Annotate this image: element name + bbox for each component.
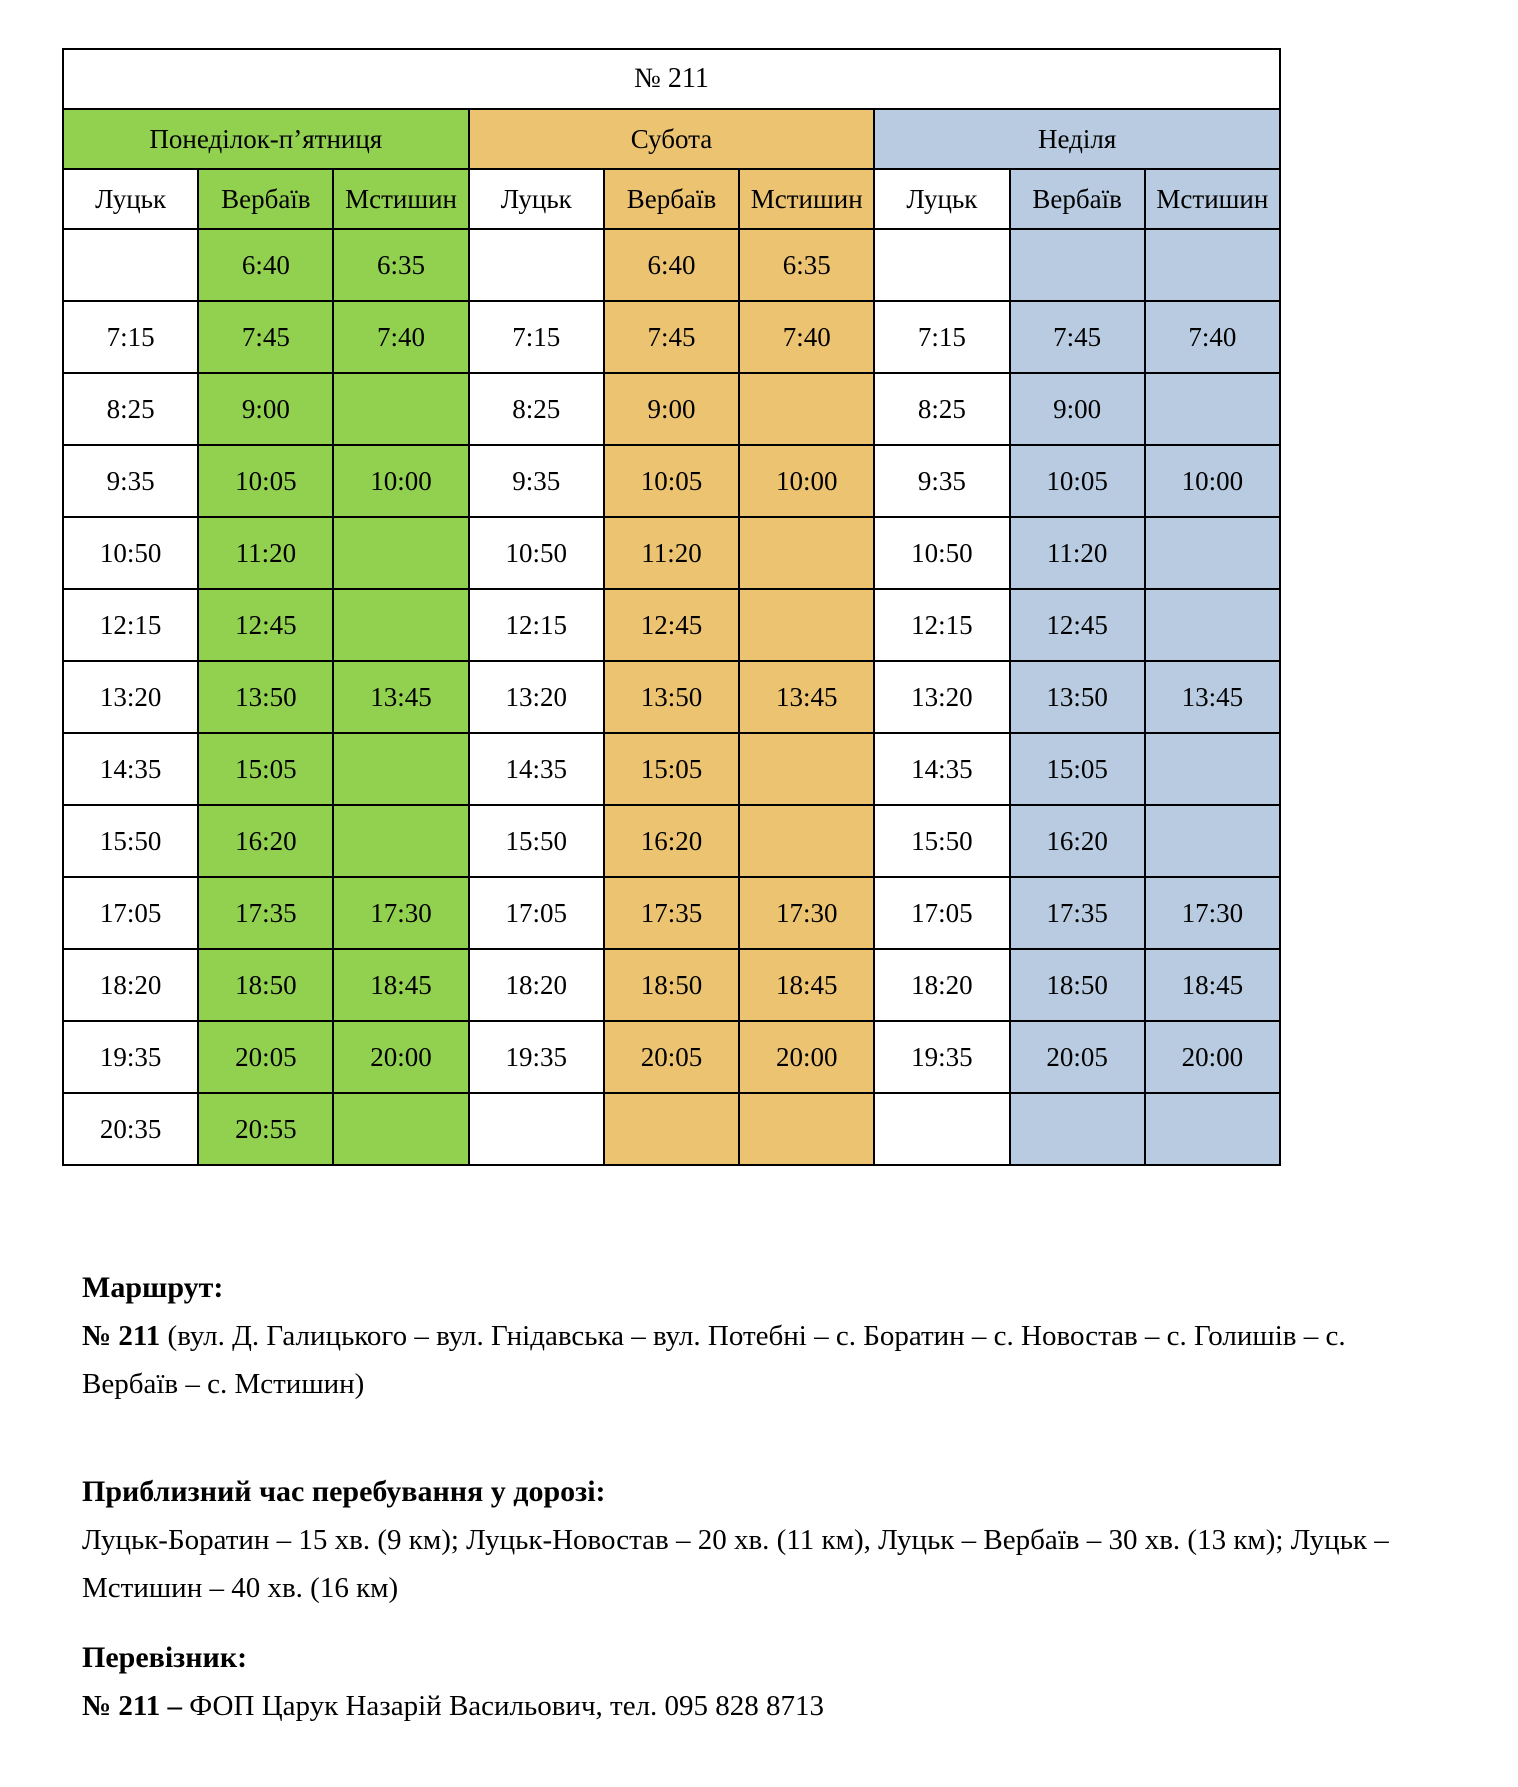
timetable-row (63, 877, 1280, 949)
stop-header-row (63, 169, 1280, 229)
time-cell: 15:50 (874, 805, 1009, 877)
time-cell: 18:20 (469, 949, 604, 1021)
time-cell: 7:15 (63, 301, 198, 373)
stop-header-lutsk-saturday: Луцьк (469, 169, 604, 229)
time-cell: 18:50 (1010, 949, 1145, 1021)
time-cell: 7:40 (739, 301, 874, 373)
timetable-row (63, 661, 1280, 733)
stop-header-verbaiv-sunday: Вербаїв (1010, 169, 1145, 229)
time-cell: 17:35 (604, 877, 739, 949)
timetable-row (63, 1021, 1280, 1093)
time-cell: 18:45 (1145, 949, 1280, 1021)
time-cell: 6:35 (739, 229, 874, 301)
time-cell: 12:15 (63, 589, 198, 661)
time-cell: 10:50 (469, 517, 604, 589)
time-cell: 17:05 (469, 877, 604, 949)
timetable-row (63, 733, 1280, 805)
time-cell (1145, 589, 1280, 661)
route-description (82, 1312, 1422, 1408)
time-cell (1145, 1093, 1280, 1165)
time-cell: 17:30 (739, 877, 874, 949)
time-cell (333, 517, 468, 589)
time-cell: 18:20 (874, 949, 1009, 1021)
route-stops-text: (вул. Д. Галицького – вул. Гнідавська – вул. Потебні – с. Боратин – с. Новостав – с. Голишів – с. Вербаїв – с. Мстишин) (82, 1320, 1346, 1400)
time-cell: 18:45 (739, 949, 874, 1021)
timetable-row (63, 229, 1280, 301)
carrier-route-number: № 211 – (82, 1690, 183, 1722)
duration-heading: Приблизний час перебування у дорозі: (82, 1475, 606, 1508)
time-cell: 17:35 (1010, 877, 1145, 949)
time-cell: 20:05 (1010, 1021, 1145, 1093)
time-cell: 13:20 (469, 661, 604, 733)
time-cell: 20:00 (1145, 1021, 1280, 1093)
time-cell: 13:50 (1010, 661, 1145, 733)
time-cell: 18:50 (198, 949, 333, 1021)
title-row (63, 49, 1280, 109)
time-cell: 15:05 (1010, 733, 1145, 805)
time-cell (333, 733, 468, 805)
time-cell: 19:35 (874, 1021, 1009, 1093)
time-cell (469, 229, 604, 301)
time-cell (739, 733, 874, 805)
time-cell: 9:00 (1010, 373, 1145, 445)
time-cell: 17:05 (63, 877, 198, 949)
stop-header-mstyshyn-sunday: Мстишин (1145, 169, 1280, 229)
time-cell (874, 229, 1009, 301)
time-cell (1145, 517, 1280, 589)
time-cell (1145, 229, 1280, 301)
time-cell: 13:45 (1145, 661, 1280, 733)
time-cell: 9:00 (604, 373, 739, 445)
time-cell: 16:20 (198, 805, 333, 877)
time-cell: 7:15 (874, 301, 1009, 373)
route-heading: Маршрут: (82, 1271, 224, 1304)
time-cell: 15:05 (604, 733, 739, 805)
day-header-mon-fri: Понеділок-п’ятниця (63, 109, 469, 169)
time-cell: 19:35 (469, 1021, 604, 1093)
time-cell: 7:45 (198, 301, 333, 373)
time-cell: 20:05 (604, 1021, 739, 1093)
time-cell: 9:00 (198, 373, 333, 445)
time-cell: 13:50 (198, 661, 333, 733)
time-cell (1010, 1093, 1145, 1165)
time-cell: 12:15 (469, 589, 604, 661)
time-cell (333, 373, 468, 445)
time-cell: 19:35 (63, 1021, 198, 1093)
time-cell: 10:05 (1010, 445, 1145, 517)
timetable-row (63, 445, 1280, 517)
time-cell: 10:05 (198, 445, 333, 517)
time-cell: 10:50 (874, 517, 1009, 589)
time-cell: 20:00 (333, 1021, 468, 1093)
time-cell: 20:05 (198, 1021, 333, 1093)
time-cell (739, 373, 874, 445)
time-cell: 6:40 (198, 229, 333, 301)
time-cell: 7:45 (604, 301, 739, 373)
stop-header-lutsk-monfri: Луцьк (63, 169, 198, 229)
time-cell: 20:55 (198, 1093, 333, 1165)
day-header-sunday: Неділя (874, 109, 1280, 169)
time-cell (333, 805, 468, 877)
time-cell: 9:35 (63, 445, 198, 517)
time-cell: 17:05 (874, 877, 1009, 949)
time-cell: 14:35 (874, 733, 1009, 805)
time-cell: 13:20 (874, 661, 1009, 733)
stop-header-mstyshyn-saturday: Мстишин (739, 169, 874, 229)
time-cell (1145, 733, 1280, 805)
time-cell (63, 229, 198, 301)
timetable-row (63, 805, 1280, 877)
timetable-body (63, 229, 1280, 1165)
time-cell: 10:00 (1145, 445, 1280, 517)
time-cell: 12:45 (1010, 589, 1145, 661)
time-cell: 13:45 (333, 661, 468, 733)
time-cell: 8:25 (63, 373, 198, 445)
time-cell: 7:40 (1145, 301, 1280, 373)
time-cell (739, 1093, 874, 1165)
timetable-row (63, 517, 1280, 589)
carrier-text: ФОП Царук Назарій Васильович, тел. 095 828 8713 (189, 1690, 825, 1722)
stop-header-verbaiv-saturday: Вербаїв (604, 169, 739, 229)
time-cell: 17:35 (198, 877, 333, 949)
time-cell: 13:45 (739, 661, 874, 733)
time-cell (739, 805, 874, 877)
time-cell: 15:50 (469, 805, 604, 877)
timetable-row (63, 373, 1280, 445)
time-cell: 9:35 (874, 445, 1009, 517)
time-cell: 10:50 (63, 517, 198, 589)
time-cell (739, 517, 874, 589)
time-cell: 15:50 (63, 805, 198, 877)
time-cell: 17:30 (333, 877, 468, 949)
timetable (62, 48, 1281, 1166)
time-cell: 8:25 (874, 373, 1009, 445)
time-cell: 7:15 (469, 301, 604, 373)
time-cell: 20:35 (63, 1093, 198, 1165)
time-cell: 14:35 (63, 733, 198, 805)
time-cell: 20:00 (739, 1021, 874, 1093)
duration-text: Луцьк-Боратин – 15 хв. (9 км); Луцьк-Новостав – 20 хв. (11 км), Луцьк – Вербаїв – 30 хв. (13 км); Луцьк – Мстишин – 40 хв. (16 км) (82, 1524, 1389, 1604)
time-cell (874, 1093, 1009, 1165)
carrier-heading: Перевізник: (82, 1641, 248, 1674)
time-cell: 8:25 (469, 373, 604, 445)
time-cell: 11:20 (198, 517, 333, 589)
time-cell: 17:30 (1145, 877, 1280, 949)
time-cell (333, 1093, 468, 1165)
time-cell (739, 589, 874, 661)
time-cell: 6:40 (604, 229, 739, 301)
time-cell (604, 1093, 739, 1165)
stop-header-mstyshyn-monfri: Мстишин (333, 169, 468, 229)
time-cell (469, 1093, 604, 1165)
time-cell: 11:20 (604, 517, 739, 589)
day-header-row (63, 109, 1280, 169)
time-cell (1145, 805, 1280, 877)
route-title: № 211 (63, 49, 1280, 109)
time-cell: 10:05 (604, 445, 739, 517)
time-cell: 6:35 (333, 229, 468, 301)
notes-section (82, 1264, 1422, 1730)
time-cell: 9:35 (469, 445, 604, 517)
time-cell: 7:40 (333, 301, 468, 373)
time-cell: 12:45 (198, 589, 333, 661)
time-cell: 15:05 (198, 733, 333, 805)
time-cell: 14:35 (469, 733, 604, 805)
time-cell (333, 589, 468, 661)
time-cell: 16:20 (1010, 805, 1145, 877)
time-cell: 12:15 (874, 589, 1009, 661)
day-header-saturday: Субота (469, 109, 875, 169)
carrier-line (82, 1682, 1422, 1730)
time-cell: 10:00 (333, 445, 468, 517)
time-cell (1010, 229, 1145, 301)
time-cell: 10:00 (739, 445, 874, 517)
stop-header-verbaiv-monfri: Вербаїв (198, 169, 333, 229)
timetable-row (63, 1093, 1280, 1165)
timetable-row (63, 589, 1280, 661)
time-cell (1145, 373, 1280, 445)
time-cell: 16:20 (604, 805, 739, 877)
stop-header-lutsk-sunday: Луцьк (874, 169, 1009, 229)
time-cell: 13:50 (604, 661, 739, 733)
timetable-row (63, 949, 1280, 1021)
route-number: № 211 (82, 1320, 161, 1352)
time-cell: 13:20 (63, 661, 198, 733)
timetable-row (63, 301, 1280, 373)
time-cell: 7:45 (1010, 301, 1145, 373)
time-cell: 18:45 (333, 949, 468, 1021)
time-cell: 12:45 (604, 589, 739, 661)
time-cell: 18:50 (604, 949, 739, 1021)
time-cell: 11:20 (1010, 517, 1145, 589)
time-cell: 18:20 (63, 949, 198, 1021)
